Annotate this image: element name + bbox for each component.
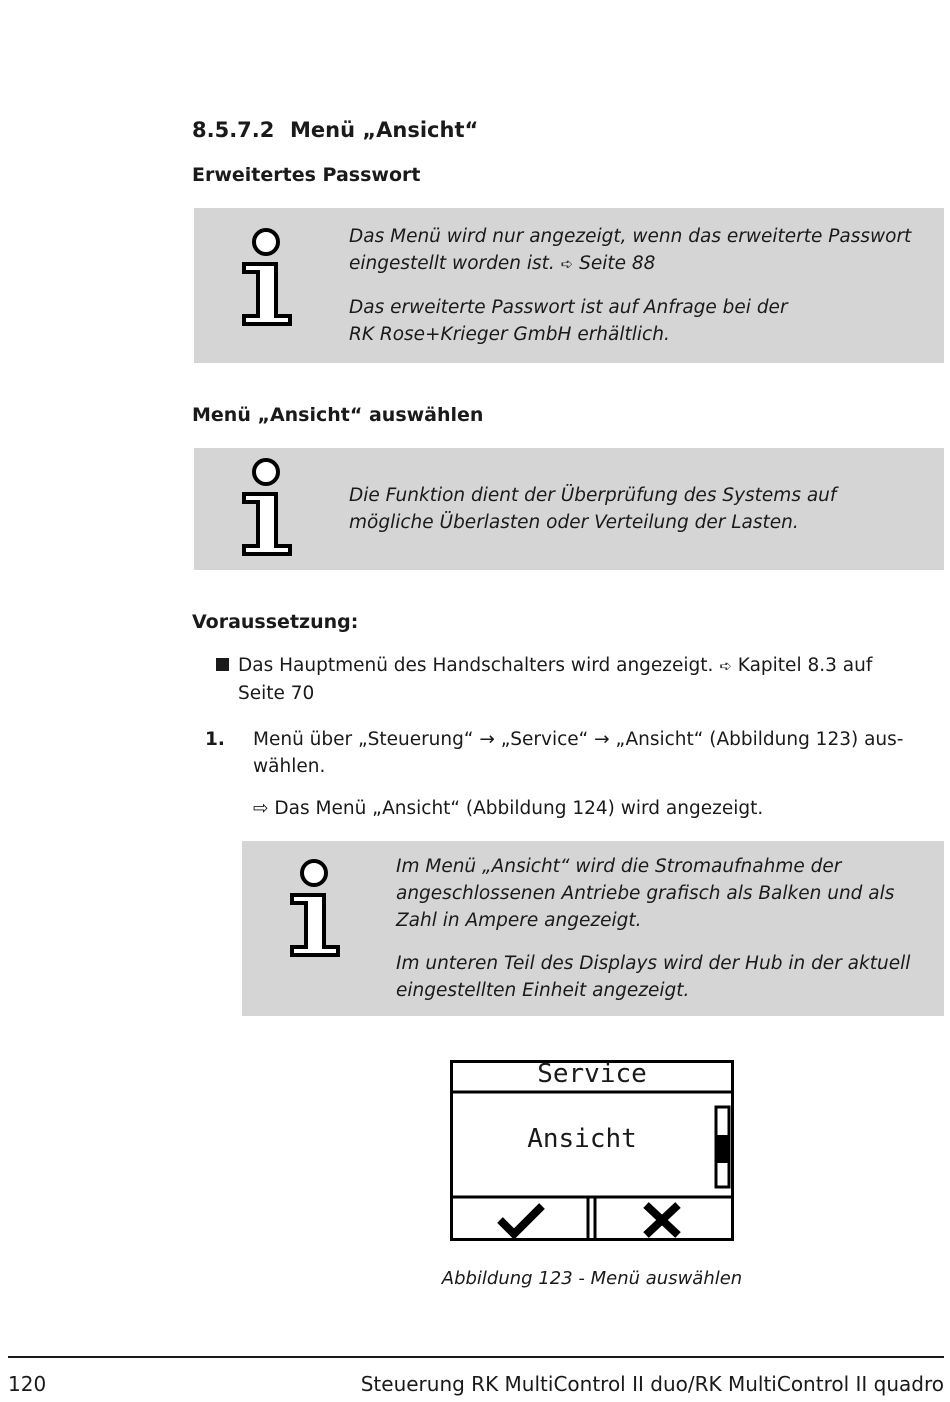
page-number: 120 [8,1372,47,1396]
bullet-square-icon [216,658,229,671]
section-heading [192,118,478,142]
section-number: 8.5.7.2 [192,118,275,142]
section-title: Menü „Ansicht“ [290,118,479,142]
result-arrow-icon: ⇨ [253,798,269,819]
subheading-select-menu: Menü „Ansicht“ auswählen [192,404,484,426]
info-text: Das Menü wird nur angezeigt, wenn das erweiterte Passwort eingestellt worden ist. ➪ Seite 88 Das erweiterte Passwort ist auf Anfrage bei der RK Rose+Krieger GmbH erhältlich. [349,226,912,345]
display-header: Service [537,1059,647,1089]
reference-arrow-icon: ➪ [560,255,574,273]
info-icon [288,859,344,959]
step-result: ⇨ Das Menü „Ansicht“ (Abbildung 124) wird angezeigt. [253,798,764,819]
figure-caption: Abbildung 123 - Menü auswählen [441,1268,743,1289]
step-text: Menü über „Steuerung“ → „Service“ → „Ansicht“ (Abbildung 123) aus- wählen. [253,729,904,777]
chapter-reference-page[interactable]: Seite 70 [238,683,315,704]
reference-arrow-icon: ➪ [719,657,732,675]
step-number: 1. [205,729,225,750]
info-text: Die Funktion dient der Überprüfung des Systems auf mögliche Überlasten oder Verteilung der Lasten. [349,485,837,533]
display-menu-item: Ansicht [527,1124,637,1154]
page-reference[interactable]: Seite 88 [579,253,656,274]
info-icon [240,458,296,558]
chapter-reference[interactable]: Kapitel 8.3 auf [737,655,873,676]
info-box-display [242,841,944,1016]
footer-title: Steuerung RK MultiControl II duo/RK MultiControl II quadro [360,1372,944,1396]
subheading-password: Erweitertes Passwort [192,164,421,186]
info-text: Im Menü „Ansicht“ wird die Stromaufnahme der angeschlossenen Antriebe grafisch als Balken und als Zahl in Ampere angezeigt. Im unteren Teil des Displays wird der Hub in der aktuell eingestellten Einheit angezeigt. [396,856,911,1001]
info-icon [240,228,296,328]
subheading-prerequisite: Voraussetzung: [192,611,359,633]
bullet-item: Das Hauptmenü des Handschalters wird angezeigt. ➪ Kapitel 8.3 auf Seite 70 [238,655,873,704]
info-box-password [194,208,944,363]
info-box-function [194,448,944,570]
footer-divider [8,1356,944,1358]
scrollbar-thumb [716,1135,729,1163]
